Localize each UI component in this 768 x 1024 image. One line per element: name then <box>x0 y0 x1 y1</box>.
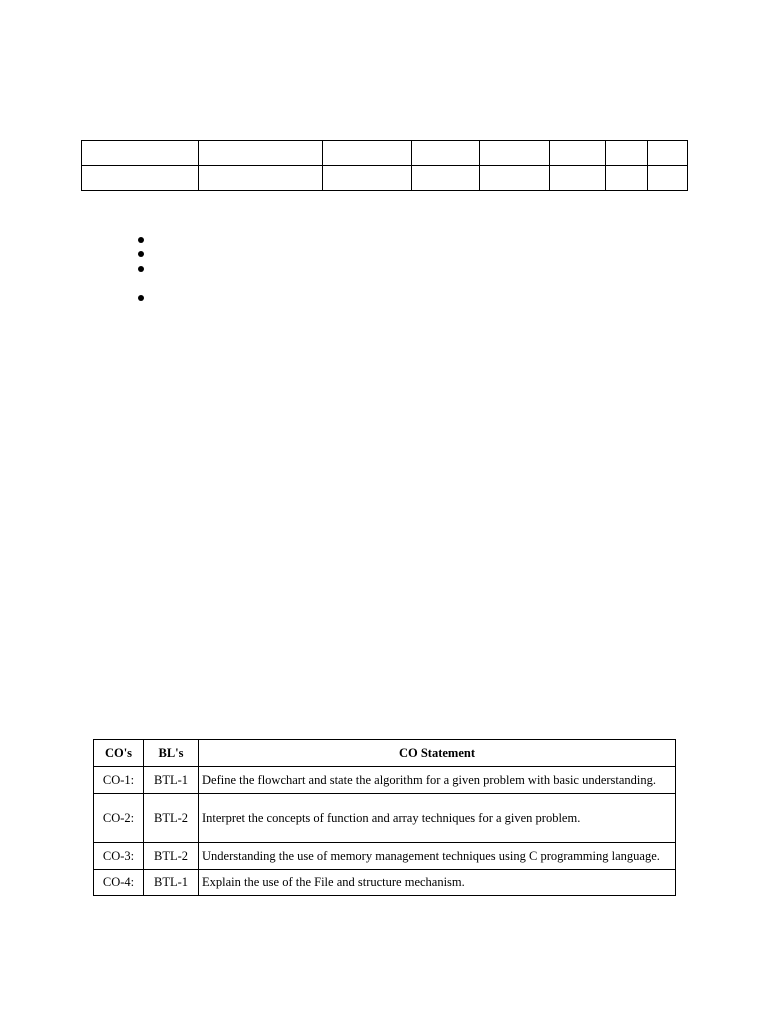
empty-cell <box>412 166 480 191</box>
empty-cell <box>480 141 550 166</box>
bullet-point <box>138 237 144 243</box>
header-cos: CO's <box>94 740 144 767</box>
empty-cell <box>606 141 648 166</box>
empty-cell <box>412 141 480 166</box>
table-header-row <box>94 740 676 767</box>
empty-cell <box>199 141 323 166</box>
empty-cell <box>550 141 606 166</box>
bl-code: BTL-1 <box>144 767 199 794</box>
empty-cell <box>648 166 688 191</box>
bl-code: BTL-1 <box>144 870 199 896</box>
table-row <box>94 843 676 870</box>
header-info-table <box>81 140 688 191</box>
empty-cell <box>480 166 550 191</box>
table-row <box>94 870 676 896</box>
empty-cell <box>323 166 412 191</box>
bullet-point <box>138 251 144 257</box>
header-co-statement: CO Statement <box>199 740 676 767</box>
co-code: CO-2: <box>94 794 144 843</box>
co-code: CO-3: <box>94 843 144 870</box>
empty-cell <box>648 141 688 166</box>
table-row <box>94 767 676 794</box>
co-statement: Explain the use of the File and structure mechanism. <box>199 870 676 896</box>
bullet-list <box>138 0 158 320</box>
table-row <box>94 794 676 843</box>
course-outcomes-table <box>93 739 676 896</box>
co-statement: Interpret the concepts of function and array techniques for a given problem. <box>199 794 676 843</box>
empty-cell <box>323 141 412 166</box>
bullet-point <box>138 266 144 272</box>
header-bls: BL's <box>144 740 199 767</box>
co-code: CO-1: <box>94 767 144 794</box>
bullet-point <box>138 295 144 301</box>
empty-cell <box>606 166 648 191</box>
co-statement: Define the flowchart and state the algorithm for a given problem with basic understanding. <box>199 767 676 794</box>
table-row <box>82 166 688 191</box>
co-code: CO-4: <box>94 870 144 896</box>
table-row <box>82 141 688 166</box>
bl-code: BTL-2 <box>144 843 199 870</box>
empty-cell <box>550 166 606 191</box>
co-statement: Understanding the use of memory management techniques using C programming language. <box>199 843 676 870</box>
bl-code: BTL-2 <box>144 794 199 843</box>
empty-cell <box>199 166 323 191</box>
